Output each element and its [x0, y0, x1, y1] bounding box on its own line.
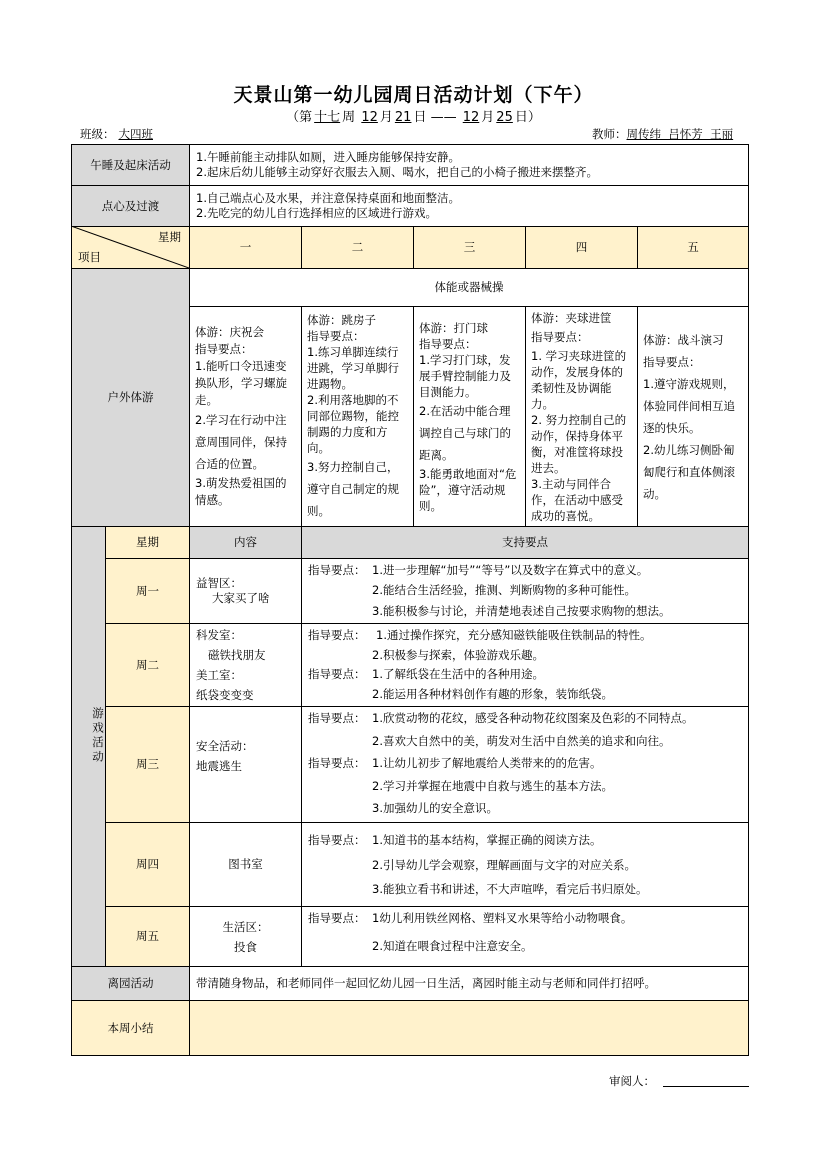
guide-point: 1.遵守游戏规则，体验同伴间相互追逐的快乐。: [643, 376, 735, 435]
summary-label: 本周小结: [71, 1000, 190, 1056]
nap-line: 1.午睡前能主动排队如厕，进入睡房能够保持安静。: [196, 150, 460, 164]
outdoor-day-tue: [301, 306, 414, 527]
teacher-label: 教师：: [592, 127, 627, 141]
guide-label: 指导要点：: [195, 342, 253, 356]
corner-header: [71, 226, 190, 269]
guide-point: 1.能听口令迅速变换队形，学习螺旋走。: [195, 359, 287, 407]
guide-point: 2.能运用各种材料创作有趣的形象，装饰纸袋。: [372, 686, 613, 701]
weekday-mon: 一: [189, 226, 302, 269]
teacher-info: [592, 126, 733, 142]
date-close: 日）: [514, 110, 541, 125]
week-suffix: 周: [342, 110, 356, 125]
guide-point: 2.在活动中能合理调控自己与球门的距离。: [419, 403, 511, 462]
games-col-day: 星期: [105, 526, 190, 559]
content-activity: 磁铁找朋友: [208, 648, 266, 662]
day-label: 日: [413, 110, 427, 125]
outdoor-day-wed: [413, 306, 526, 527]
guide-point: 2.喜欢大自然中的美，萌发对生活中自然美的追求和向往。: [372, 733, 671, 748]
guide-point: 1.进一步理解“加号”“等号”以及数字在算式中的意义。: [372, 563, 649, 577]
outdoor-day-mon: [189, 306, 302, 527]
week-number: 十七: [314, 110, 341, 125]
guide-label: 指导要点：: [643, 354, 701, 369]
guide-point: 1.知道书的基本结构，掌握正确的阅读方法。: [372, 833, 602, 847]
guide-point: 1.欣赏动物的花纹，感受各种动物花纹图案及色彩的不同特点。: [372, 711, 694, 725]
outdoor-label: 户外体游: [71, 268, 190, 527]
games-content-thu: 图书室: [189, 822, 302, 907]
guide-point: 1. 学习夹球进筐的动作，发展身体的柔韧性及协调能力。: [531, 348, 627, 411]
start-day: 21: [394, 110, 412, 125]
date-separator: ——: [430, 110, 457, 125]
guide-point: 3.加强幼儿的安全意识。: [372, 801, 498, 816]
guide-point: 2.知道在喂食过程中注意安全。: [372, 939, 533, 953]
reviewer-label: 审阅人：: [609, 1074, 655, 1088]
games-day-tue: 周二: [105, 623, 190, 707]
guide-point: 1.学习打门球，发展手臂控制能力及目测能力。: [419, 352, 511, 399]
outdoor-day-fri: [637, 306, 749, 527]
activity-title: 体游：打门球: [419, 320, 488, 335]
guide-point: 2.利用落地脚的不同部位踢物，能控制踢的力度和方向。: [307, 392, 399, 455]
content-activity: 大家买了啥: [212, 591, 270, 605]
guide-label: 指导要点：: [308, 911, 366, 925]
corner-weekday-label: 星期: [158, 230, 181, 244]
guide-point: 2.引导幼儿学会观察，理解画面与文字的对应关系。: [372, 857, 636, 872]
games-day-thu: 周四: [105, 822, 190, 907]
page-title: 天景山第一幼儿园周日活动计划（下午）: [233, 84, 594, 106]
guide-point: 3.能独立看书和讲述，不大声喧哗，看完后书归原处。: [372, 882, 648, 897]
class-info: [80, 126, 189, 142]
guide-label: 指导要点：: [307, 328, 365, 343]
guide-point: 1.练习单脚连续行进跳，学习单脚行进踢物。: [307, 344, 399, 391]
games-support-thu: [301, 822, 749, 907]
content-area: 益智区：: [196, 576, 242, 590]
content-activity: 投食: [234, 939, 257, 954]
games-support-fri: [301, 906, 749, 967]
activity-title: 体游：跳房子: [307, 312, 376, 327]
games-content-wed: [189, 706, 302, 823]
guide-point: 2. 努力控制自己的动作，保持身体平衡，对准筐将球投进去。: [531, 412, 627, 475]
content-area: 美工室：: [196, 668, 242, 682]
games-support-wed: [301, 706, 749, 823]
guide-label: 指导要点：: [308, 563, 366, 577]
outdoor-day-thu: [525, 306, 638, 527]
content-activity: 地震逃生: [196, 758, 242, 773]
class-label: 班级：: [80, 127, 115, 141]
weekday-thu: 四: [525, 226, 638, 269]
guide-label: 指导要点：: [308, 711, 366, 725]
nap-line: 2.起床后幼儿能够主动穿好衣服去入厕、喝水，把自己的小椅子搬进来摆整齐。: [196, 165, 598, 179]
leaving-label: 离园活动: [71, 966, 190, 1001]
games-label-cell: [71, 526, 106, 967]
guide-label: 指导要点：: [308, 833, 366, 847]
guide-label: 指导要点：: [419, 336, 477, 351]
class-value: 大四班: [118, 127, 153, 141]
content-area: 生活区：: [222, 919, 269, 934]
guide-point: 1.通过操作探究，充分感知磁铁能吸住铁制品的特性。: [376, 628, 652, 642]
games-col-support: 支持要点: [301, 526, 749, 559]
week-prefix: （第: [286, 110, 313, 125]
games-support-tue: [301, 623, 749, 707]
games-label: 游戏活动: [91, 707, 105, 765]
games-content-fri: [189, 906, 302, 967]
month-label: 月: [481, 110, 495, 125]
start-month: 12: [361, 110, 378, 125]
snack-line: 1.自己端点心及水果，并注意保持桌面和地面整洁。: [196, 191, 460, 205]
games-day-fri: 周五: [105, 906, 190, 967]
games-day-mon: 周一: [105, 558, 190, 624]
month-label: 月: [379, 110, 393, 125]
content-area: 科发室：: [196, 628, 242, 642]
snack-line: 2.先吃完的幼儿自行选择相应的区域进行游戏。: [196, 206, 437, 220]
guide-point: 2.幼儿练习侧卧匍匐爬行和直体侧滚动。: [643, 442, 735, 501]
outdoor-subtitle: 体能或器械操: [189, 268, 749, 307]
guide-label: 指导要点：: [308, 628, 366, 642]
snack-label: 点心及过渡: [71, 185, 190, 227]
teacher-value: 周传纬 吕怀芳 王丽: [626, 127, 734, 141]
content-activity: 纸袋变变变: [196, 688, 254, 702]
activity-title: 体游：夹球进筐: [531, 310, 612, 325]
guide-point: 2.学习并掌握在地震中自救与逃生的基本方法。: [372, 778, 613, 793]
date-range: [0, 106, 827, 125]
end-day: 25: [496, 110, 513, 125]
weekday-wed: 三: [413, 226, 526, 269]
snack-content: [189, 185, 749, 227]
games-col-content: 内容: [189, 526, 302, 559]
guide-label: 指导要点：: [531, 329, 589, 344]
guide-point: 2.学习在行动中注意周围同伴，保持合适的位置。: [195, 413, 287, 471]
end-month: 12: [462, 110, 480, 125]
activity-title: 体游：战斗演习: [643, 332, 724, 347]
guide-label: 指导要点：: [308, 667, 366, 681]
guide-point: 1幼儿利用铁丝网格、塑料叉水果等给小动物喂食。: [372, 911, 633, 925]
games-day-wed: 周三: [105, 706, 190, 823]
guide-point: 3.主动与同伴合作，在活动中感受成功的喜悦。: [531, 476, 623, 523]
guide-point: 1.让幼儿初步了解地震给人类带来的的危害。: [372, 756, 602, 771]
activity-title: 体游：庆祝会: [195, 325, 264, 339]
summary-field[interactable]: [189, 1000, 749, 1056]
guide-point: 3.能勇敢地面对“危险”，遵守活动规则。: [419, 466, 517, 513]
guide-point: 2.积极参与探索，体验游戏乐趣。: [372, 647, 544, 662]
weekday-tue: 二: [301, 226, 414, 269]
reviewer-signature-line[interactable]: [663, 1086, 749, 1087]
leaving-text: 带清随身物品，和老师同伴一起回忆幼儿园一日生活，离园时能主动与老师和同伴打招呼。: [189, 966, 749, 1001]
guide-point: 3.努力控制自己，遵守自己制定的规则。: [307, 459, 399, 518]
weekday-fri: 五: [637, 226, 749, 269]
guide-point: 3.萌发热爱祖国的情感。: [195, 476, 287, 507]
guide-label: 指导要点：: [308, 756, 366, 771]
games-content-tue: [189, 623, 302, 707]
guide-point: 3.能积极参与讨论，并清楚地表述自己按要求购物的想法。: [372, 603, 671, 618]
games-content-mon: [189, 558, 302, 624]
guide-point: 2.能结合生活经验，推测、判断购物的多种可能性。: [372, 583, 636, 598]
games-support-mon: [301, 558, 749, 624]
guide-point: 1.了解纸袋在生活中的各种用途。: [372, 667, 544, 681]
corner-item-label: 项目: [78, 250, 101, 264]
content-area: 安全活动：: [196, 738, 254, 753]
nap-content: [189, 144, 749, 186]
nap-label: 午睡及起床活动: [71, 144, 190, 186]
